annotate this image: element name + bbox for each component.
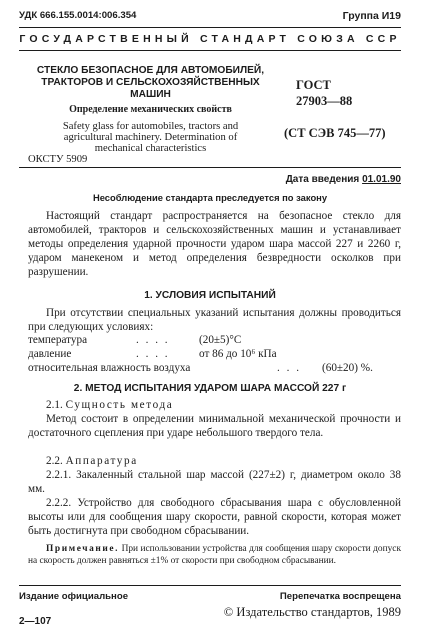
gost-label: ГОСТ [296, 78, 331, 92]
clause-2-2-title: Аппаратура [65, 455, 138, 467]
udk-code: УДК 666.155.0014:006.354 [19, 10, 137, 21]
clause-2-1-number: 2.1. [46, 399, 63, 411]
title-line-3: МАШИН [130, 89, 171, 100]
clause-2-2-number: 2.2. [46, 455, 63, 467]
note-paragraph [28, 544, 401, 567]
clause-2-2-2-text: 2.2.2. Устройство для свободного сбрасывания шара с обусловленной высоты или для сообщения шару скорости, равной скорости, которая может быть достигнута при свободном сбрасывании. [28, 497, 401, 537]
title-line-1: СТЕКЛО БЕЗОПАСНОЕ ДЛЯ АВТОМОБИЛЕЙ, [36, 65, 265, 76]
condition-humidity-value: (60±20) %. [322, 362, 373, 374]
condition-temperature-dots: . . . . [136, 334, 170, 346]
clause-2-1-heading [46, 399, 173, 411]
condition-pressure-dots: . . . . [136, 348, 170, 360]
standard-banner: ГОСУДАРСТВЕННЫЙ СТАНДАРТ СОЮЗА ССР [19, 33, 401, 45]
date-intro [286, 174, 401, 185]
section-1-text: При отсутствии специальных указаний испытания должны проводиться при следующих условиях: [28, 307, 401, 333]
condition-humidity-dots: . . . [277, 362, 301, 374]
clause-2-1-text: Метод состоит в определении минимальной механической прочности и достаточного сцепления при ударе небольшого твердого тела. [28, 413, 401, 439]
banner-rule [19, 50, 401, 51]
page-number: 2—107 [19, 616, 52, 627]
date-intro-label: Дата введения [285, 174, 360, 185]
title-en-3: mechanical characteristics [94, 143, 207, 154]
note-label: Примечание. [46, 544, 120, 554]
title-line-2: ТРАКТОРОВ И СЕЛЬСКОХОЗЯЙСТВЕННЫХ [41, 77, 260, 88]
note-text: При использовании устройства для сообщения шару скорости допуск на скорость должен равняться ±1% от скорости при свободном сбрасывании. [28, 544, 402, 566]
condition-pressure-label: давление [28, 348, 72, 360]
top-rule [19, 27, 401, 28]
date-intro-value: 01.01.90 [362, 174, 401, 185]
condition-humidity-label: относительная влажность воздуха [28, 362, 191, 374]
intro-paragraph: Настоящий стандарт распространяется на безопасное стекло для автомобилей, тракторов и сельскохозяйственных машин и устанавливает методы определения ударной прочности ударом шара массой 227 и 2260 г, ударом манекеном и метод определения безвредности осколков при разрушении. [28, 210, 401, 278]
title-en-2: agricultural machinery. Determination of [63, 132, 238, 143]
clause-2-2-heading [46, 455, 138, 467]
clause-2-1-title: Сущность метода [65, 399, 174, 411]
copyright: © Издательство стандартов, 1989 [223, 605, 401, 619]
section-1-heading: 1. УСЛОВИЯ ИСПЫТАНИЙ [144, 290, 276, 301]
okstu-code: ОКСТУ 5909 [28, 154, 88, 165]
official-edition: Издание официальное [19, 591, 129, 602]
section-2-heading: 2. МЕТОД ИСПЫТАНИЯ УДАРОМ ШАРА МАССОЙ 227 г [73, 383, 347, 394]
footer-rule [19, 585, 401, 586]
clause-2-2-1-text: 2.2.1. Закаленный стальной шар массой (227±2) г, диаметром около 38 мм. [28, 469, 401, 495]
condition-temperature-label: температура [28, 334, 88, 346]
group-code: Группа И19 [342, 10, 401, 22]
gost-number: 27903—88 [296, 94, 353, 108]
condition-pressure-value: от 86 до 10⁶ кПа [199, 348, 277, 360]
condition-temperature-value: (20±5)°С [199, 334, 242, 346]
law-warning: Несоблюдение стандарта преследуется по закону [92, 192, 328, 203]
st-sev-number: (СТ СЭВ 745—77) [284, 126, 386, 140]
title-rule [19, 167, 401, 168]
reprint-notice: Перепечатка воспрещена [279, 591, 401, 602]
title-en-1: Safety glass for automobiles, tractors and [62, 121, 239, 132]
subtitle: Определение механических свойств [69, 104, 232, 115]
